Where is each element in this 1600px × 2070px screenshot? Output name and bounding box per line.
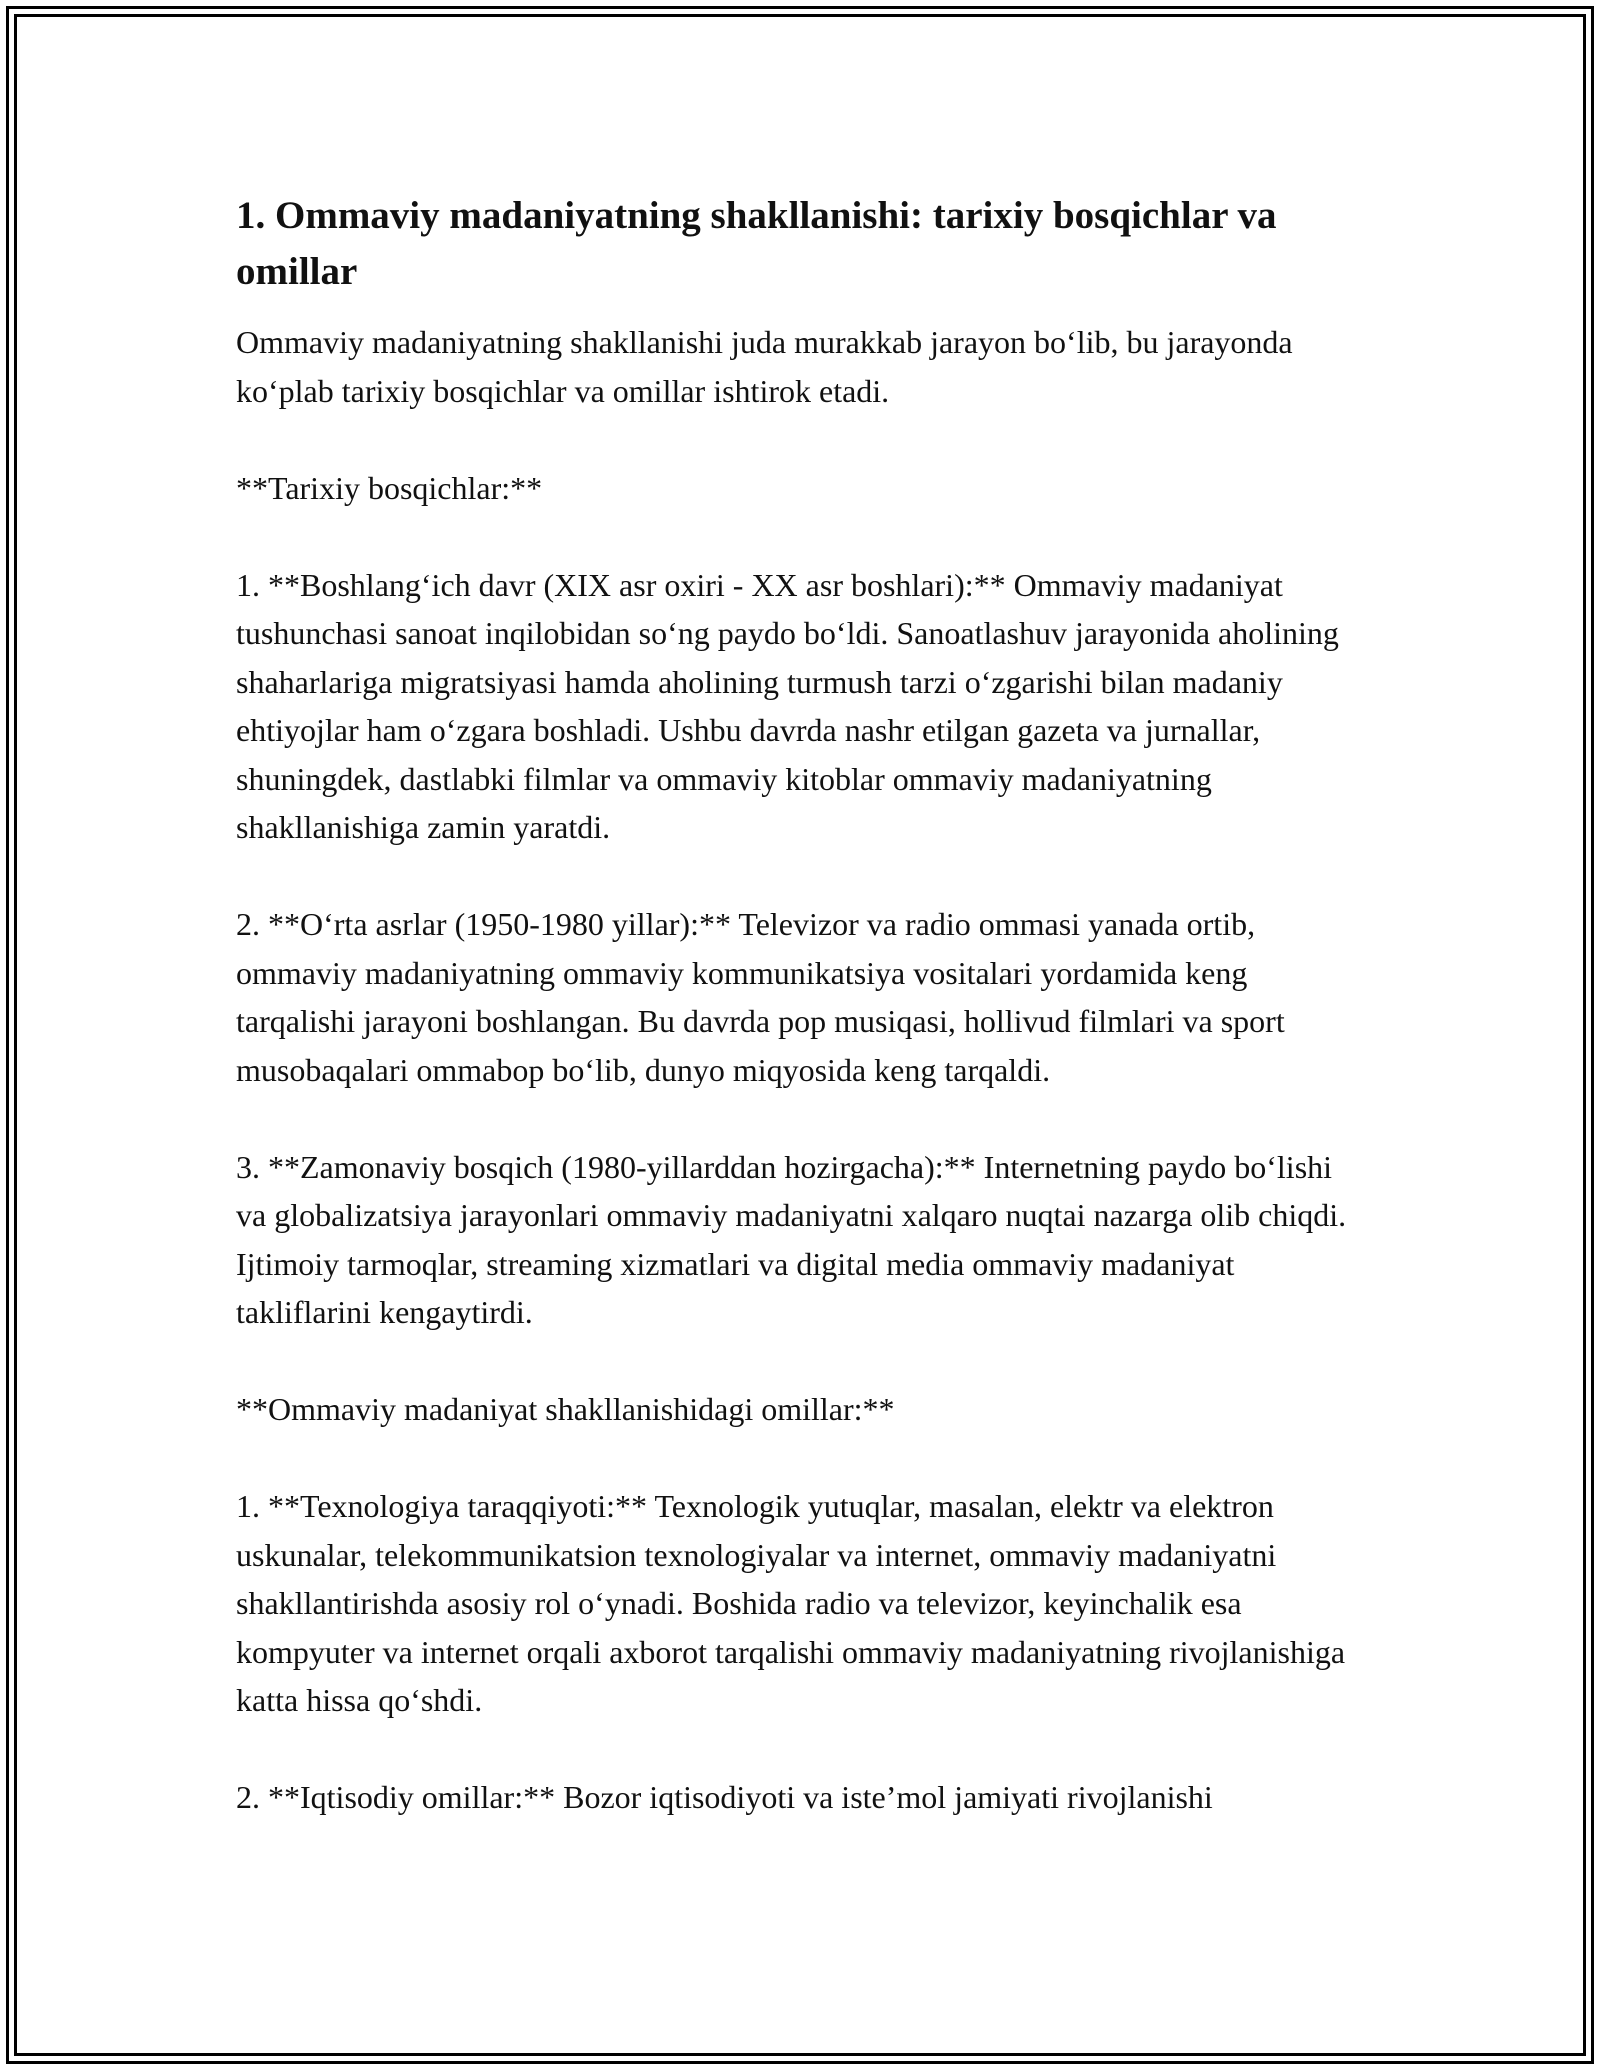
factor-paragraph-1: 1. **Texnologiya taraqqiyoti:** Texnologik yutuqlar, masalan, elektr va elektron uskunalar, telekommunikatsion texnologiyalar va internet, ommaviy madaniyatni shakllantirishda asosiy rol o‘ynadi. Boshida radio va televizor, keyinchalik esa kompyuter va internet orqali axborot tarqalishi ommaviy madaniyatning rivojlanishiga katta hissa qo‘shdi.	[236, 1488, 1346, 1718]
document-body	[236, 188, 1366, 1870]
stage-paragraph-3: 3. **Zamonaviy bosqich (1980-yillarddan hozirgacha):** Internetning paydo bo‘lishi va globalizatsiya jarayonlari ommaviy madaniyatni xalqaro nuqtai nazarga olib chiqdi. Ijtimoiy tarmoqlar, streaming xizmatlari va digital media ommaviy madaniyat takliflarini kengaytirdi.	[236, 1148, 1347, 1330]
document-title: 1. Ommaviy madaniyatning shakllanishi: tarixiy bosqichlar va omillar	[236, 194, 1277, 293]
intro-paragraph: Ommaviy madaniyatning shakllanishi juda murakkab jarayon bo‘lib, bu jarayonda ko‘plab tarixiy bosqichlar va omillar ishtirok etadi.	[236, 324, 1293, 409]
factor-paragraph-2: 2. **Iqtisodiy omillar:** Bozor iqtisodiyoti va iste’mol jamiyati rivojlanishi	[236, 1779, 1213, 1815]
section-heading-factors: **Ommaviy madaniyat shakllanishidagi omillar:**	[236, 1391, 895, 1427]
stage-paragraph-2: 2. **O‘rta asrlar (1950-1980 yillar):** Televizor va radio ommasi yanada ortib, ommaviy madaniyatning ommaviy kommunikatsiya vositalari yordamida keng tarqalishi jarayoni boshlangan. Bu davrda pop musiqasi, hollivud filmlari va sport musobaqalari ommabop bo‘lib, dunyo miqyosida keng tarqaldi.	[236, 906, 1285, 1088]
section-heading-stages: **Tarixiy bosqichlar:**	[236, 469, 543, 506]
stage-paragraph-1: 1. **Boshlang‘ich davr (XIX asr oxiri - XX asr boshlari):** Ommaviy madaniyat tushunchasi sanoat inqilobidan so‘ng paydo bo‘ldi. Sanoatlashuv jarayonida aholining shaharlariga migratsiyasi hamda aholining turmush tarzi o‘zgarishi bilan madaniy ehtiyojlar ham o‘zgara boshladi. Ushbu davrda nashr etilgan gazeta va jurnallar, shuningdek, dastlabki filmlar va ommaviy kitoblar ommaviy madaniyatning shakllanishiga zamin yaratdi.	[236, 566, 1339, 845]
